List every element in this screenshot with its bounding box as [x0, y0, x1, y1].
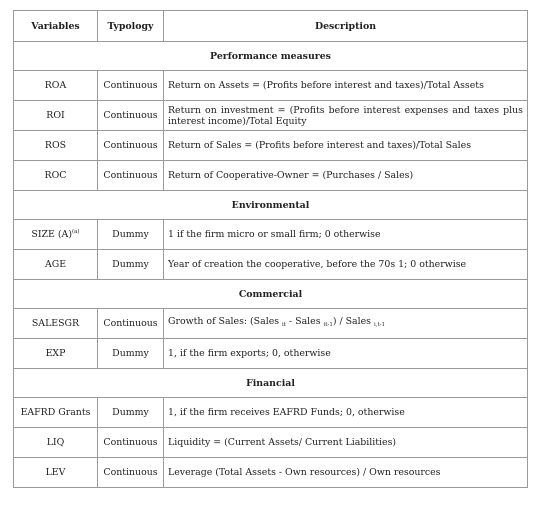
description-cell: 1 if the firm micro or small firm; 0 otherwise: [164, 220, 528, 250]
table-row-roi: [14, 101, 528, 131]
description-cell: [164, 309, 528, 339]
section-title: Commercial: [14, 280, 528, 309]
variable-cell: ROC: [14, 161, 98, 191]
formula-text: Growth of Sales: (Sales: [168, 316, 283, 327]
formula-subscript: i,t-1: [373, 322, 386, 328]
variable-label: SIZE (A): [31, 229, 72, 240]
variable-cell: ROS: [14, 131, 98, 161]
typology-cell: Continuous: [98, 309, 164, 339]
table-row-liq: [14, 428, 528, 458]
table-row-exp: [14, 339, 528, 369]
variable-cell: ROA: [14, 71, 98, 101]
table-row-size: [14, 220, 528, 250]
table-row-eafrd: [14, 398, 528, 428]
section-title: Environmental: [14, 191, 528, 220]
variable-cell: EXP: [14, 339, 98, 369]
table-row-lev: [14, 458, 528, 488]
variable-cell: SALESGR: [14, 309, 98, 339]
section-row-financial: [14, 369, 528, 398]
table-header-row: [14, 11, 528, 42]
typology-cell: Dummy: [98, 339, 164, 369]
table-row-age: [14, 250, 528, 280]
formula-text: - Sales: [286, 316, 324, 327]
typology-cell: Continuous: [98, 428, 164, 458]
section-title: Performance measures: [14, 42, 528, 71]
header-typology: Typology: [98, 11, 164, 42]
description-cell: Return of Sales = (Profits before interest and taxes)/Total Sales: [164, 131, 528, 161]
section-title: Financial: [14, 369, 528, 398]
typology-cell: Dummy: [98, 250, 164, 280]
variable-cell: LEV: [14, 458, 98, 488]
section-row-environmental: [14, 191, 528, 220]
description-cell: Return on Assets = (Profits before interest and taxes)/Total Assets: [164, 71, 528, 101]
variable-cell: EAFRD Grants: [14, 398, 98, 428]
typology-cell: Continuous: [98, 71, 164, 101]
typology-cell: Continuous: [98, 101, 164, 131]
table-row-ros: [14, 131, 528, 161]
typology-cell: Continuous: [98, 131, 164, 161]
description-cell: Return of Cooperative-Owner = (Purchases / Sales): [164, 161, 528, 191]
formula-subscript: it-1: [323, 322, 333, 328]
typology-cell: Dummy: [98, 220, 164, 250]
variable-cell: AGE: [14, 250, 98, 280]
description-cell: Liquidity = (Current Assets/ Current Liabilities): [164, 428, 528, 458]
variable-cell: ROI: [14, 101, 98, 131]
header-variables: Variables: [14, 11, 98, 42]
section-row-performance: [14, 42, 528, 71]
footnote-marker: (a): [71, 229, 80, 235]
table-row-roa: [14, 71, 528, 101]
typology-cell: Dummy: [98, 398, 164, 428]
typology-cell: Continuous: [98, 161, 164, 191]
description-cell: Return on investment = (Profits before interest expenses and taxes plus interest income)/Total Equity: [164, 101, 528, 131]
description-cell: 1, if the firm exports; 0, otherwise: [164, 339, 528, 369]
formula-text: ) / Sales: [332, 316, 374, 327]
table-row-salesgr: [14, 309, 528, 339]
description-cell: Leverage (Total Assets - Own resources) / Own resources: [164, 458, 528, 488]
variables-table: [13, 10, 528, 488]
typology-cell: Continuous: [98, 458, 164, 488]
description-cell: Year of creation the cooperative, before the 70s 1; 0 otherwise: [164, 250, 528, 280]
header-description: Description: [164, 11, 528, 42]
formula-subscript: it: [282, 322, 287, 328]
variable-cell: LIQ: [14, 428, 98, 458]
description-cell: 1, if the firm receives EAFRD Funds; 0, otherwise: [164, 398, 528, 428]
variable-cell: [14, 220, 98, 250]
section-row-commercial: [14, 280, 528, 309]
table-row-roc: [14, 161, 528, 191]
